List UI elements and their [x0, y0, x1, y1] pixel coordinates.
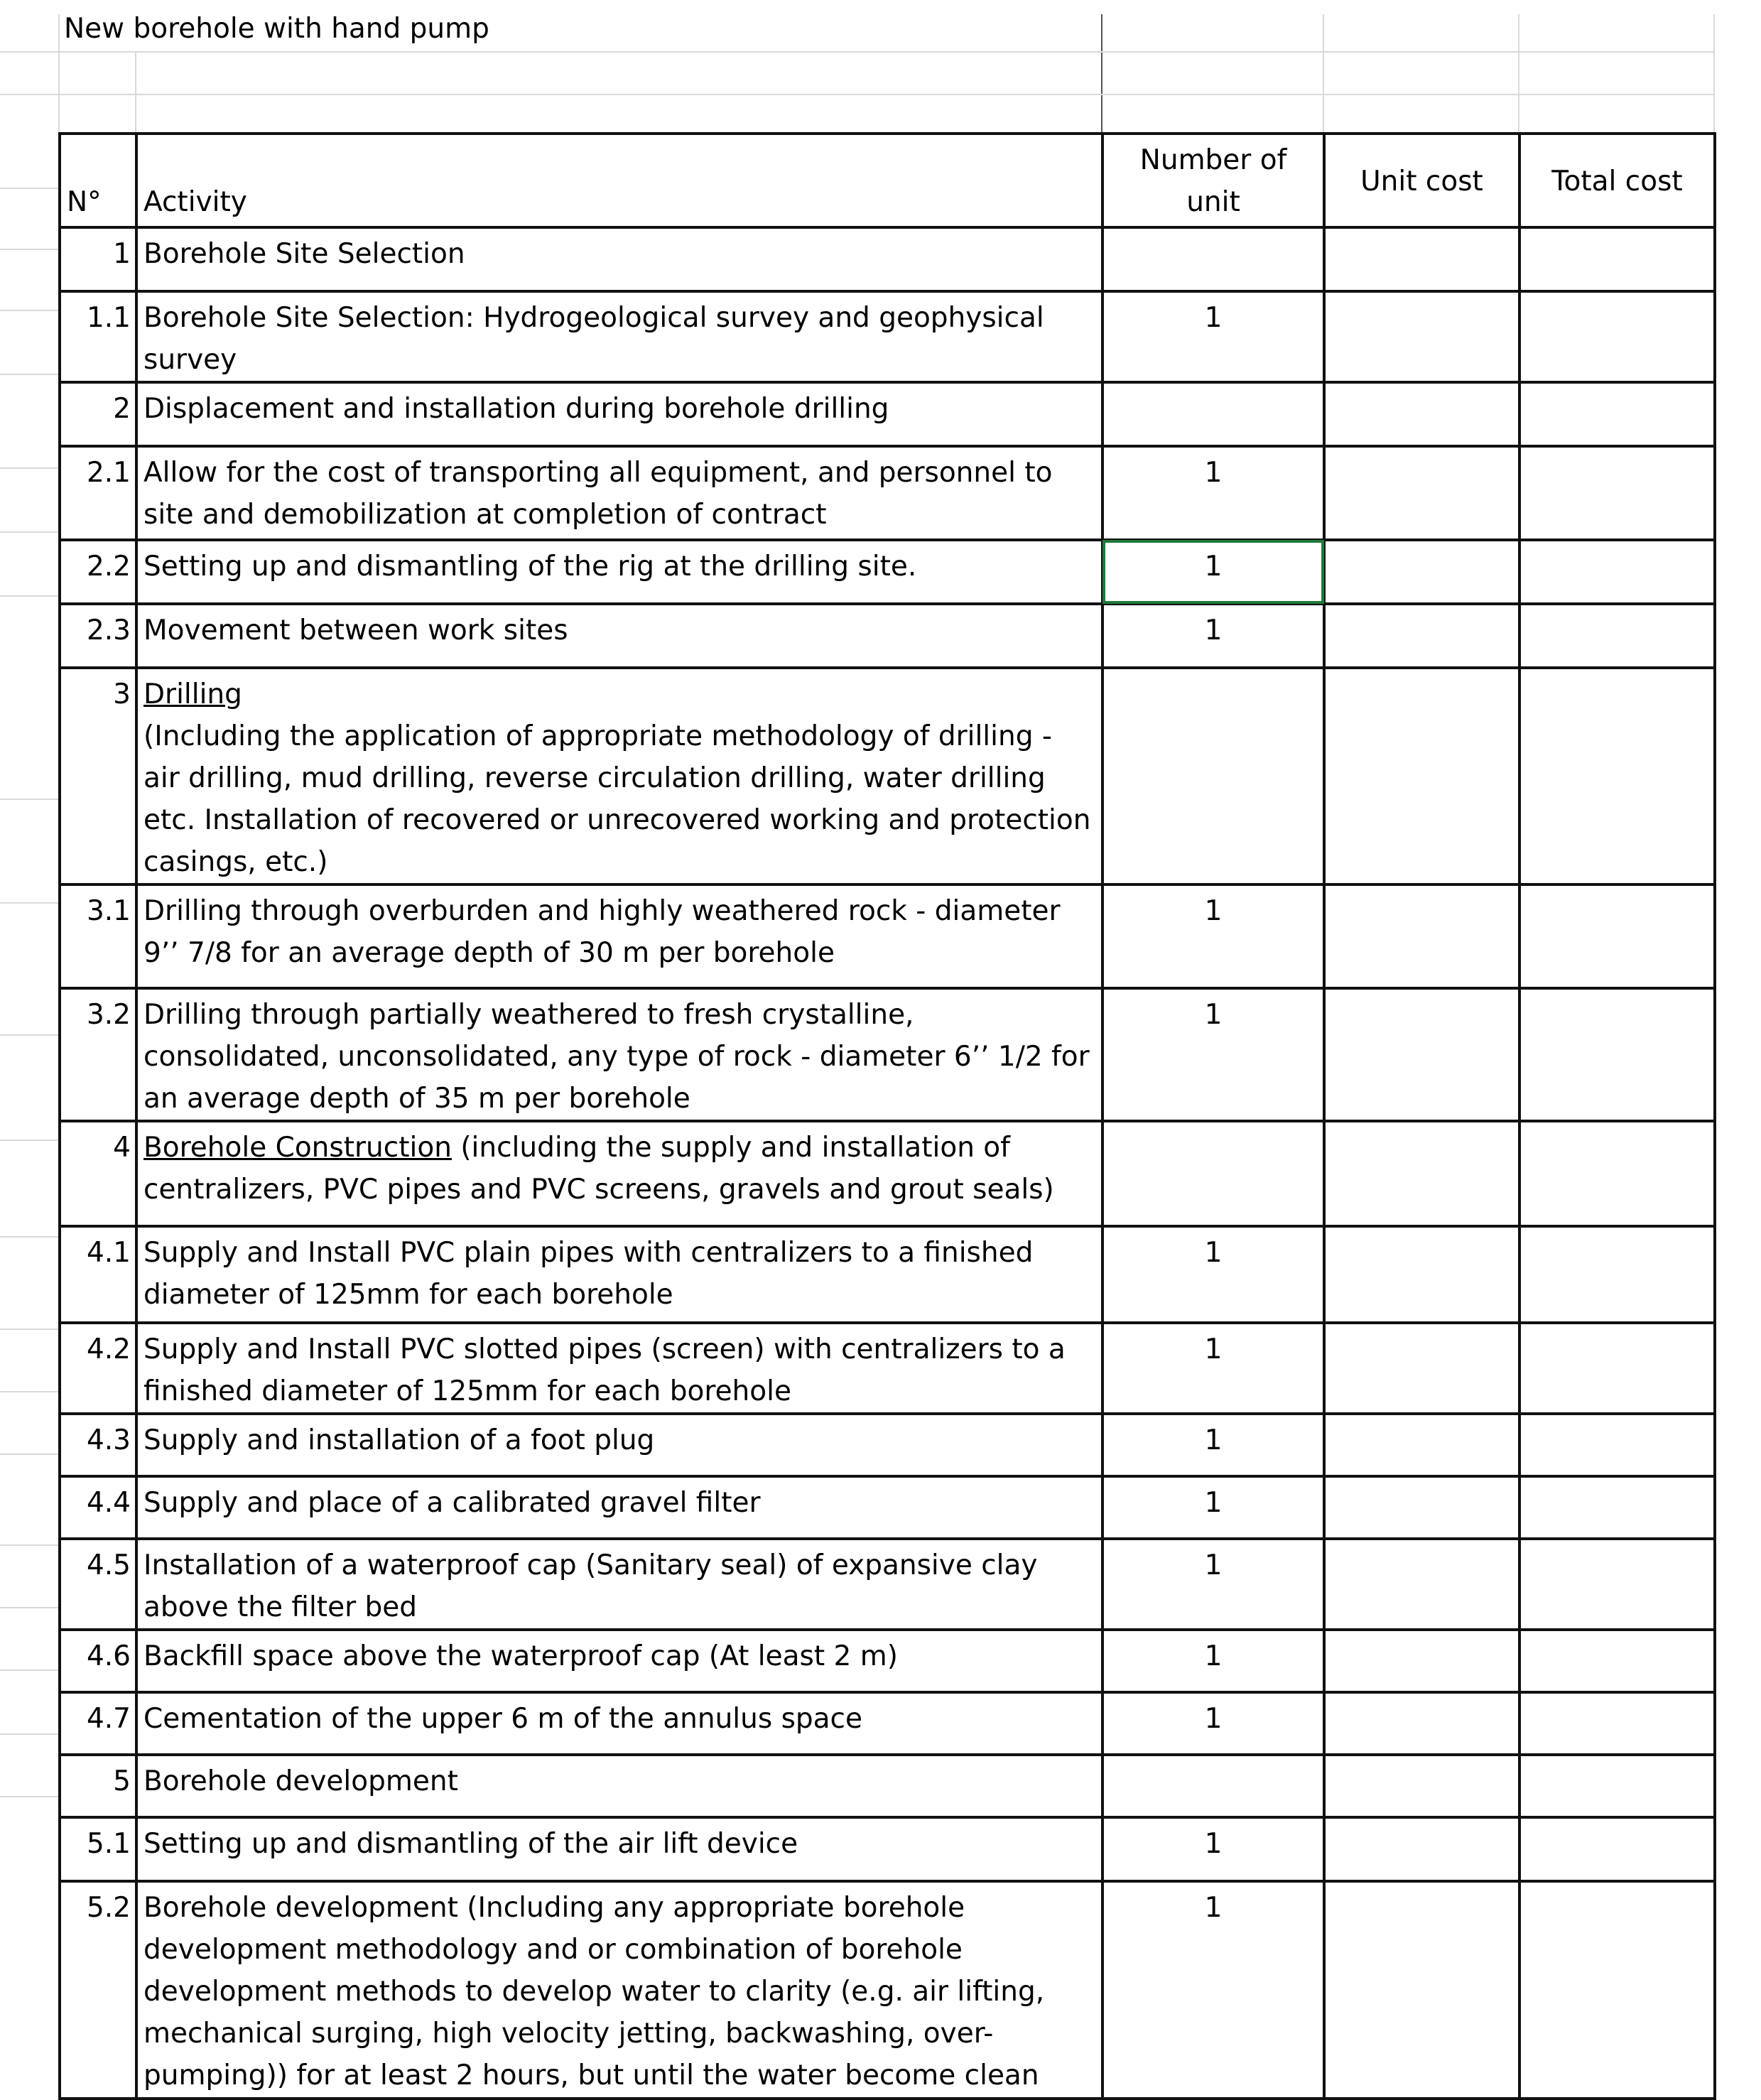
item-number-cell[interactable]: 4 — [60, 1121, 136, 1226]
total-cost-cell[interactable] — [1519, 446, 1715, 540]
unit-cost-cell[interactable] — [1324, 1630, 1519, 1692]
table-row — [60, 1630, 1715, 1692]
gridline — [0, 1607, 58, 1608]
gridline — [0, 1796, 58, 1797]
gridline — [0, 1391, 58, 1392]
table-row — [60, 446, 1715, 540]
table-body — [60, 227, 1715, 2099]
item-number-cell[interactable]: 4.2 — [60, 1323, 136, 1414]
gridline — [0, 467, 58, 469]
gridline — [1101, 14, 1102, 135]
activity-cell[interactable]: Supply and place of a calibrated gravel filter — [136, 1476, 1102, 1539]
units-cell[interactable]: 1 — [1102, 1881, 1324, 2099]
gridline — [0, 94, 1713, 95]
total-cost-cell[interactable] — [1519, 540, 1715, 604]
item-number-cell[interactable]: 3 — [60, 668, 136, 884]
total-cost-cell[interactable] — [1519, 1692, 1715, 1755]
unit-cost-cell[interactable] — [1324, 1817, 1519, 1881]
gridline — [0, 1236, 58, 1238]
units-cell[interactable] — [1102, 227, 1324, 291]
units-cell[interactable]: 1 — [1102, 1692, 1324, 1755]
units-cell[interactable]: 1 — [1102, 988, 1324, 1121]
gridline — [0, 188, 58, 189]
item-number-cell[interactable]: 5 — [60, 1755, 136, 1817]
unit-cost-cell[interactable] — [1324, 291, 1519, 382]
unit-cost-cell[interactable] — [1324, 1323, 1519, 1414]
item-number-cell[interactable]: 2.3 — [60, 604, 136, 668]
unit-cost-cell[interactable] — [1324, 884, 1519, 988]
gridline — [0, 249, 58, 250]
unit-cost-cell[interactable] — [1324, 668, 1519, 884]
gridline — [1323, 14, 1324, 135]
units-cell[interactable]: 1 — [1102, 884, 1324, 988]
unit-cost-cell[interactable] — [1324, 382, 1519, 446]
table-row — [60, 884, 1715, 988]
total-cost-cell[interactable] — [1519, 1755, 1715, 1817]
column-header-number-of-unit[interactable]: Number of unit — [1102, 134, 1324, 227]
activity-detail: (including the supply and installation of centralizers, PVC pipes and PVC screens, gravels and grout seals) — [143, 1132, 1054, 1206]
header-row — [60, 134, 1715, 227]
units-cell[interactable]: 1 — [1102, 1414, 1324, 1476]
unit-cost-cell[interactable] — [1324, 1476, 1519, 1539]
item-number-cell[interactable]: 4.5 — [60, 1539, 136, 1630]
unit-cost-cell[interactable] — [1324, 1755, 1519, 1817]
units-cell[interactable] — [1102, 382, 1324, 446]
total-cost-cell[interactable] — [1519, 1881, 1715, 2099]
units-cell[interactable]: 1 — [1102, 1226, 1324, 1323]
unit-cost-cell[interactable] — [1324, 1226, 1519, 1323]
item-number-cell[interactable]: 2 — [60, 382, 136, 446]
item-number-cell[interactable]: 3.1 — [60, 884, 136, 988]
item-number-cell[interactable]: 4.7 — [60, 1692, 136, 1755]
table-row — [60, 988, 1715, 1121]
activity-cell[interactable]: Borehole Site Selection: Hydrogeological survey and geophysical survey — [136, 291, 1102, 382]
activity-heading: Borehole Construction — [143, 1132, 452, 1164]
activity-cell[interactable]: Setting up and dismantling of the air lift device — [136, 1817, 1102, 1881]
units-cell[interactable]: 1 — [1102, 291, 1324, 382]
column-header-total-cost[interactable]: Total cost — [1519, 134, 1715, 227]
activity-cell[interactable]: Movement between work sites — [136, 604, 1102, 668]
unit-cost-cell[interactable] — [1324, 227, 1519, 291]
units-cell[interactable]: 1 — [1102, 604, 1324, 668]
total-cost-cell[interactable] — [1519, 1476, 1715, 1539]
activity-cell[interactable]: Backfill space above the waterproof cap (At least 2 m) — [136, 1630, 1102, 1692]
gridline — [0, 310, 58, 311]
table-row — [60, 382, 1715, 446]
gridline — [1518, 14, 1519, 135]
units-cell[interactable] — [1102, 668, 1324, 884]
gridline — [0, 374, 58, 375]
activity-cell[interactable]: Setting up and dismantling of the rig at the drilling site. — [136, 540, 1102, 604]
activity-detail: (Including the application of appropriate methodology of drilling - air drilling, mud drilling, reverse circulation drilling, water drilling etc. Installation of recovered or unrecovered working and protection casings, etc.) — [143, 720, 1091, 878]
total-cost-cell[interactable] — [1519, 1226, 1715, 1323]
table-row — [60, 1817, 1715, 1881]
gridline — [0, 1669, 58, 1671]
table-row — [60, 1692, 1715, 1755]
units-cell-selected[interactable]: 1 — [1102, 540, 1324, 604]
gridline — [0, 799, 58, 800]
activity-cell[interactable]: Supply and installation of a foot plug — [136, 1414, 1102, 1476]
gridline — [0, 1733, 58, 1735]
item-number-cell[interactable]: 4.1 — [60, 1226, 136, 1323]
item-number-cell[interactable]: 1.1 — [60, 291, 136, 382]
table-row — [60, 291, 1715, 382]
gridline — [0, 1328, 58, 1330]
total-cost-cell[interactable] — [1519, 604, 1715, 668]
units-cell[interactable] — [1102, 1755, 1324, 1817]
activity-cell[interactable]: Allow for the cost of transporting all equipment, and personnel to site and demobilization at completion of contract — [136, 446, 1102, 540]
activity-cell[interactable] — [136, 668, 1102, 884]
unit-cost-cell[interactable] — [1324, 1121, 1519, 1226]
item-number-cell[interactable]: 2.1 — [60, 446, 136, 540]
table-row — [60, 1539, 1715, 1630]
activity-cell[interactable]: Drilling through partially weathered to fresh crystalline, consolidated, unconsolidated, any type of rock - diameter 6’’ 1/2 for an average depth of 35 m per borehole — [136, 988, 1102, 1121]
table-row — [60, 1323, 1715, 1414]
item-number-cell[interactable]: 4.3 — [60, 1414, 136, 1476]
gridline — [0, 1140, 58, 1141]
column-header-activity[interactable]: Activity — [136, 134, 1102, 227]
activity-cell[interactable]: Cementation of the upper 6 m of the annulus space — [136, 1692, 1102, 1755]
units-cell[interactable]: 1 — [1102, 1539, 1324, 1630]
unit-cost-cell[interactable] — [1324, 1414, 1519, 1476]
item-number-cell[interactable]: 2.2 — [60, 540, 136, 604]
item-number-cell[interactable]: 4.6 — [60, 1630, 136, 1692]
activity-heading: Drilling — [143, 678, 242, 710]
gridline — [1713, 14, 1715, 135]
gridline — [0, 531, 58, 533]
unit-cost-cell[interactable] — [1324, 604, 1519, 668]
gridline — [58, 14, 60, 135]
unit-cost-cell[interactable] — [1324, 1881, 1519, 2099]
table-row — [60, 540, 1715, 604]
table-row — [60, 668, 1715, 884]
units-cell[interactable]: 1 — [1102, 1323, 1324, 1414]
column-header-number[interactable]: N° — [60, 134, 136, 227]
table-row — [60, 1881, 1715, 2099]
column-header-unit-cost[interactable]: Unit cost — [1324, 134, 1519, 227]
unit-cost-cell[interactable] — [1324, 1692, 1519, 1755]
table-row — [60, 1226, 1715, 1323]
bill-of-quantities-table — [58, 132, 1716, 2100]
gridline — [0, 1544, 58, 1546]
gridline — [135, 51, 136, 135]
activity-cell[interactable]: Supply and Install PVC slotted pipes (screen) with centralizers to a finished diameter of 125mm for each borehole — [136, 1323, 1102, 1414]
total-cost-cell[interactable] — [1519, 1539, 1715, 1630]
total-cost-cell[interactable] — [1519, 1414, 1715, 1476]
total-cost-cell[interactable] — [1519, 1121, 1715, 1226]
table-row — [60, 1755, 1715, 1817]
item-number-cell[interactable]: 1 — [60, 227, 136, 291]
activity-cell[interactable]: Borehole development — [136, 1755, 1102, 1817]
activity-cell[interactable]: Drilling through overburden and highly weathered rock - diameter 9’’ 7/8 for an average depth of 30 m per borehole — [136, 884, 1102, 988]
activity-cell[interactable]: Displacement and installation during borehole drilling — [136, 382, 1102, 446]
units-cell[interactable]: 1 — [1102, 1476, 1324, 1539]
total-cost-cell[interactable] — [1519, 227, 1715, 291]
units-cell[interactable]: 1 — [1102, 1817, 1324, 1881]
item-number-cell[interactable]: 5.2 — [60, 1881, 136, 2099]
gridline — [0, 902, 58, 904]
total-cost-cell[interactable] — [1519, 988, 1715, 1121]
gridline — [0, 1034, 58, 1036]
item-number-cell[interactable]: 3.2 — [60, 988, 136, 1121]
gridline — [0, 51, 1713, 53]
total-cost-cell[interactable] — [1519, 1817, 1715, 1881]
table-row — [60, 1476, 1715, 1539]
activity-cell[interactable]: Installation of a waterproof cap (Sanitary seal) of expansive clay above the filter bed — [136, 1539, 1102, 1630]
activity-cell[interactable]: Borehole Site Selection — [136, 227, 1102, 291]
total-cost-cell[interactable] — [1519, 668, 1715, 884]
units-cell[interactable] — [1102, 1121, 1324, 1226]
total-cost-cell[interactable] — [1519, 382, 1715, 446]
gridline — [0, 1454, 58, 1455]
unit-cost-cell[interactable] — [1324, 540, 1519, 604]
total-cost-cell[interactable] — [1519, 291, 1715, 382]
table-row — [60, 1121, 1715, 1226]
table-row — [60, 1414, 1715, 1476]
activity-cell[interactable]: Supply and Install PVC plain pipes with centralizers to a finished diameter of 125mm for each borehole — [136, 1226, 1102, 1323]
table-row — [60, 604, 1715, 668]
item-number-cell[interactable]: 4.4 — [60, 1476, 136, 1539]
total-cost-cell[interactable] — [1519, 1630, 1715, 1692]
unit-cost-cell[interactable] — [1324, 446, 1519, 540]
units-cell[interactable]: 1 — [1102, 1630, 1324, 1692]
gridline — [0, 595, 58, 597]
activity-cell[interactable] — [136, 1121, 1102, 1226]
activity-cell[interactable]: Borehole development (Including any appropriate borehole development methodology and or combination of borehole development methods to develop water to clarity (e.g. air lifting, mechanical surging, high velocity jetting, backwashing, over-pumping)) for at least 2 hours, but until the water become clean — [136, 1881, 1102, 2099]
sheet-title-cell[interactable]: New borehole with hand pump — [64, 13, 489, 45]
units-cell[interactable]: 1 — [1102, 446, 1324, 540]
table-row — [60, 227, 1715, 291]
total-cost-cell[interactable] — [1519, 1323, 1715, 1414]
unit-cost-cell[interactable] — [1324, 988, 1519, 1121]
total-cost-cell[interactable] — [1519, 884, 1715, 988]
item-number-cell[interactable]: 5.1 — [60, 1817, 136, 1881]
unit-cost-cell[interactable] — [1324, 1539, 1519, 1630]
